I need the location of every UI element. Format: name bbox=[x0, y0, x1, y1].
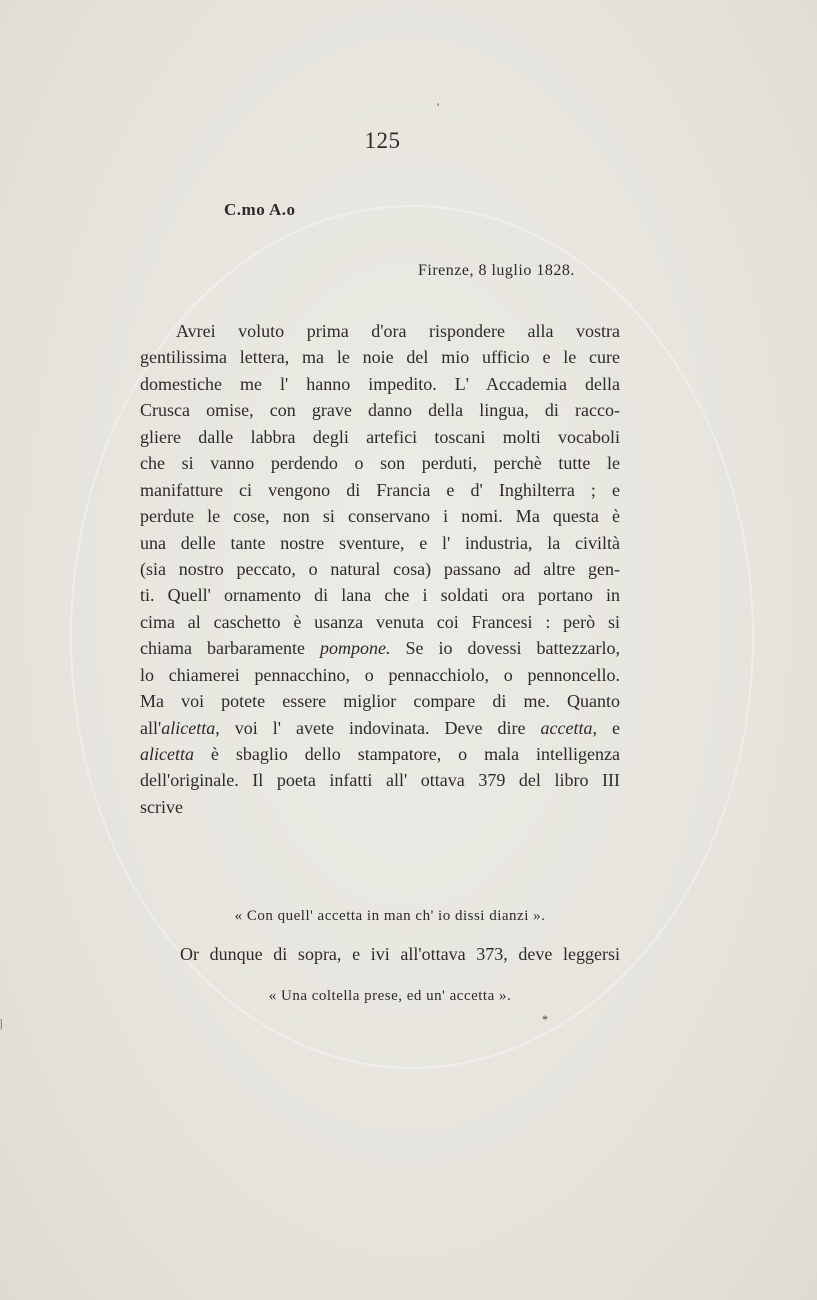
text-segment: gliere dalle labbra degli artefici toscani molti vocaboli bbox=[140, 426, 620, 447]
text-segment: (sia nostro peccato, o natural cosa) passano ad altre gen- bbox=[140, 558, 620, 579]
body-line bbox=[140, 662, 620, 688]
body-line bbox=[140, 477, 620, 503]
body-line bbox=[140, 424, 620, 450]
text-segment: manifatture ci vengono di Francia e d' Inghilterra ; e bbox=[140, 479, 620, 500]
letter-body bbox=[140, 318, 620, 820]
body-line bbox=[140, 344, 620, 370]
text-segment: che si vanno perdendo o son perduti, perchè tutte le bbox=[140, 453, 620, 474]
date-line: Firenze, 8 luglio 1828. bbox=[418, 262, 575, 279]
text-segment: Se io dovessi battezzarlo, bbox=[390, 638, 620, 659]
italic-word: alicetta bbox=[140, 744, 194, 764]
text-segment: perdute le cose, non si conservano i nomi. Ma questa è bbox=[140, 506, 620, 527]
text-segment: , voi l' avete indovinata. Deve dire bbox=[215, 717, 541, 738]
text-segment: dell'originale. Il poeta infatti all' ottava 379 del libro III bbox=[140, 770, 620, 791]
text-segment: Crusca omise, con grave danno della lingua, di racco- bbox=[140, 400, 620, 421]
body-line bbox=[140, 556, 620, 582]
italic-word: pompone. bbox=[319, 638, 391, 659]
text-segment: una delle tante nostre sventure, e l' industria, la civiltà bbox=[140, 532, 620, 553]
italic-word: accetta bbox=[540, 717, 593, 738]
ink-speck: * bbox=[542, 1012, 548, 1026]
body-line bbox=[140, 794, 620, 820]
italic-word: alicetta bbox=[161, 717, 216, 738]
quotation-line: « Una coltella prese, ed un' accetta ». bbox=[268, 988, 512, 1004]
text-segment: domestiche me l' hanno impedito. L' Accademia della bbox=[140, 373, 620, 394]
text-segment: gentilissima lettera, ma le noie del mio ufficio e le cure bbox=[140, 347, 620, 368]
salutation: C.mo A.o bbox=[224, 200, 296, 219]
text-segment: è sbaglio dello stampatore, o mala intelligenza bbox=[193, 744, 620, 764]
text-segment: ti. Quell' ornamento di lana che i soldati ora portano in bbox=[140, 585, 620, 606]
body-line bbox=[140, 371, 620, 397]
body-line bbox=[140, 688, 620, 714]
text-segment: scrive bbox=[140, 796, 183, 817]
body-line bbox=[140, 450, 620, 476]
body-line bbox=[140, 741, 620, 767]
ink-speck: ' bbox=[437, 100, 440, 114]
body-line bbox=[140, 397, 620, 423]
text-segment: Ma voi potete essere miglior compare di me. Quanto bbox=[140, 691, 620, 712]
text-segment: , e bbox=[592, 717, 620, 738]
body-line: Or dunque di sopra, e ivi all'ottava 373, deve leggersi bbox=[180, 944, 620, 964]
ink-speck: | bbox=[0, 1016, 3, 1030]
page-number: 125 bbox=[364, 128, 401, 153]
body-line bbox=[140, 582, 620, 608]
body-line bbox=[140, 530, 620, 556]
text-segment: all' bbox=[140, 717, 162, 738]
text-segment: Avrei voluto prima d'ora rispondere alla vostra bbox=[176, 321, 620, 341]
body-line bbox=[140, 318, 620, 344]
text-segment: chiama barbaramente bbox=[140, 638, 320, 659]
text-segment: cima al caschetto è usanza venuta coi Francesi : però si bbox=[140, 611, 620, 632]
body-line bbox=[140, 715, 620, 741]
text-segment: lo chiamerei pennacchino, o pennacchiolo, o pennoncello. bbox=[140, 664, 620, 685]
body-line bbox=[140, 609, 620, 635]
body-line bbox=[140, 767, 620, 793]
quotation-line: « Con quell' accetta in man ch' io dissi dianzi ». bbox=[234, 908, 546, 924]
body-line bbox=[140, 503, 620, 529]
body-line bbox=[140, 635, 620, 661]
